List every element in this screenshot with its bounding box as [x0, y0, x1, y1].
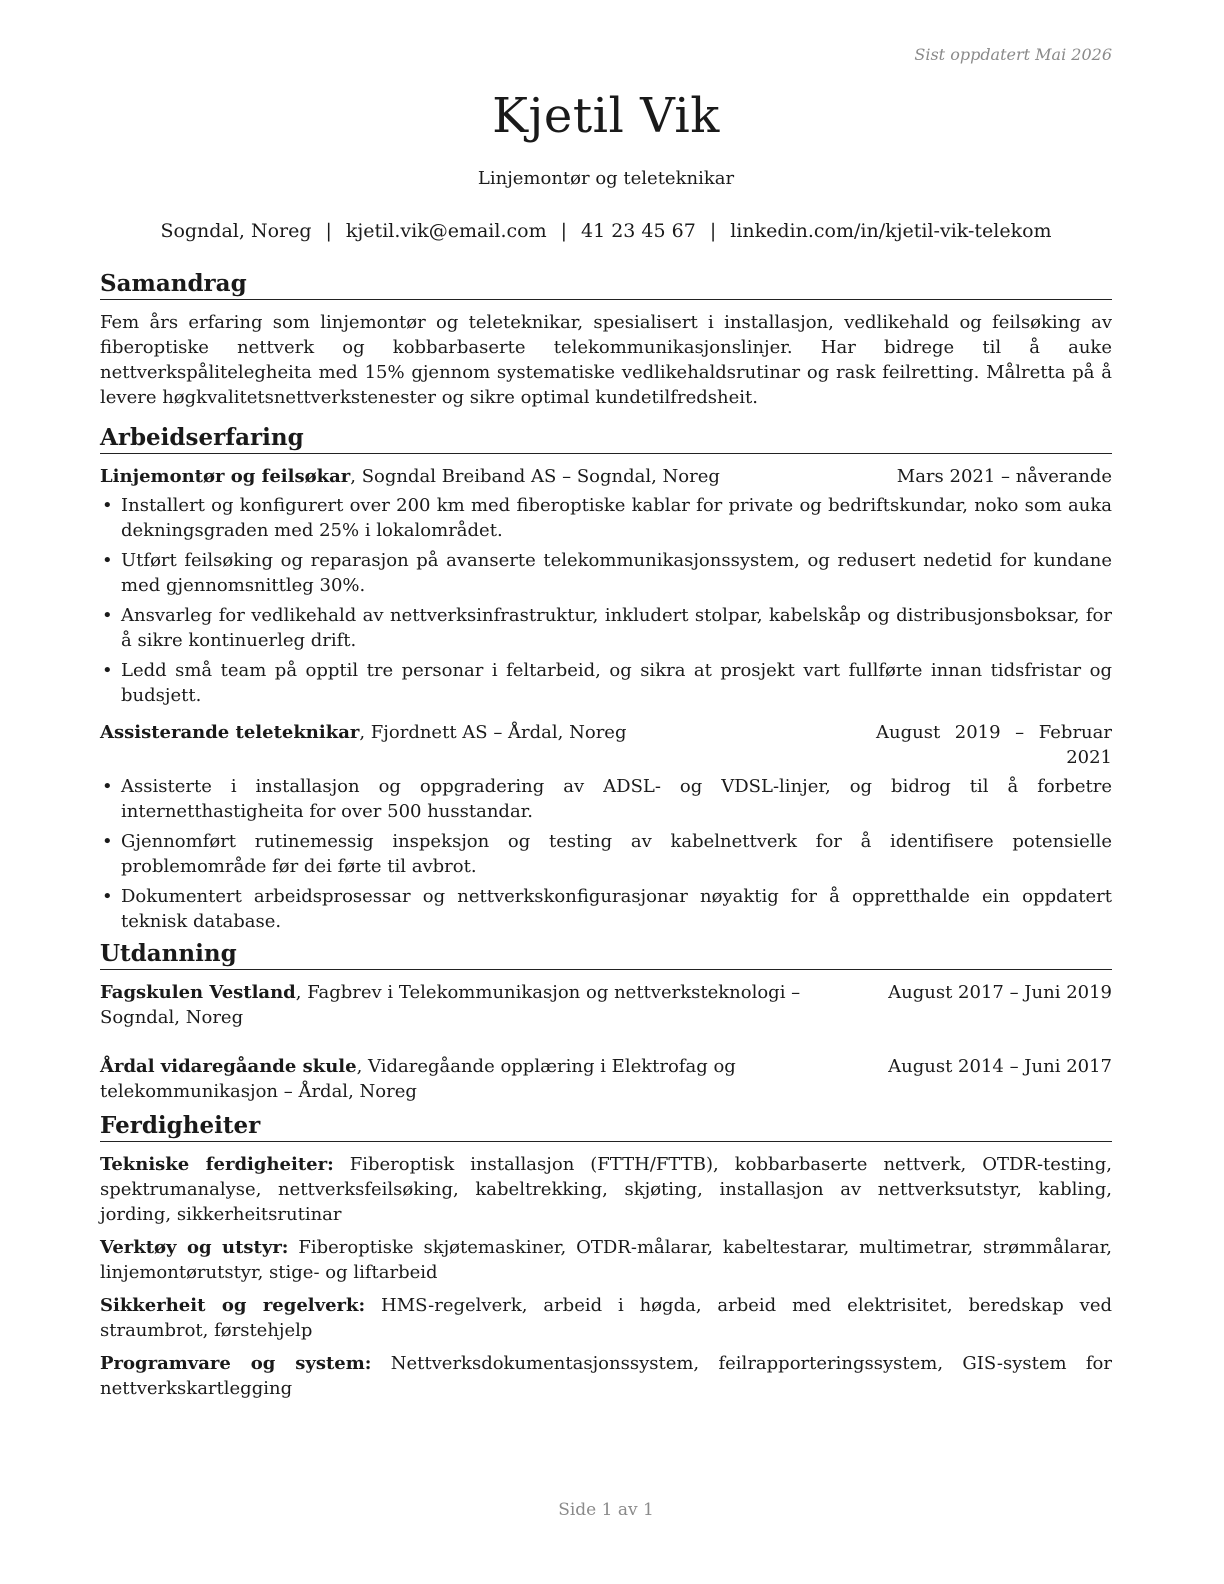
bullet-icon: • — [102, 831, 113, 852]
skill-group — [100, 1235, 1112, 1285]
contact-line — [100, 220, 1112, 242]
skill-group — [100, 1293, 1112, 1343]
section-heading: Samandrag — [100, 270, 1112, 300]
experience-section — [100, 424, 1112, 934]
bullet-icon: • — [102, 886, 113, 907]
section-heading: Ferdigheiter — [100, 1112, 1112, 1142]
person-name: Kjetil Vik — [492, 88, 720, 144]
job-dates: August 2019 – Februar 2021 — [876, 722, 1112, 768]
contact-linkedin[interactable]: linkedin.com/in/kjetil-vik-telekom — [730, 220, 1052, 242]
job-company: , Fjordnett AS – Årdal, Noreg — [359, 722, 627, 743]
summary-text: Fem års erfaring som linjemontør og teleteknikar, spesialisert i installasjon, vedlikehald og feilsøking av fiberoptiske nettverk og kobbarbaserte telekommunikasjonslinjer. Har bidrege til å auke nettverkspålitelegheita med 15% gjennom systematiske vedlikehaldsrutinar og rask feilretting. Målretta på å levere høgkvalitetsnettverkstenester og sikre optimal kundetilfredsheit. — [100, 312, 1112, 408]
list-item: • Ledd små team på opptil tre personar i feltarbeid, og sikra at prosjekt vart fullførte innan tidsfristar og budsjett. — [102, 660, 1112, 706]
list-item: • Assisterte i installasjon og oppgradering av ADSL- og VDSL-linjer, og bidrog til å forbetre internetthastigheita for over 500 husstandar. — [102, 776, 1112, 822]
list-item: • Ansvarleg for vedlikehald av nettverksinfrastruktur, inkludert stolpar, kabelskåp og distribusjonsboksar, for å sikre kontinuerleg drift. — [102, 605, 1112, 651]
education-dates: August 2014 – Juni 2017 — [888, 1056, 1112, 1077]
job-header — [100, 720, 1112, 770]
section-heading: Utdanning — [100, 940, 1112, 970]
contact-separator: | — [325, 220, 332, 242]
school-detail: , Vidaregåande opplæring i Elektrofag og telekommunikasjon – Årdal, Noreg — [100, 1056, 736, 1102]
contact-email[interactable]: kjetil.vik@email.com — [345, 220, 547, 242]
skill-label: Verktøy og utstyr: — [100, 1237, 289, 1258]
school-name: Årdal vidaregåande skule — [100, 1056, 357, 1077]
job-dates: Mars 2021 – nåverande — [896, 466, 1112, 487]
education-entry — [100, 980, 1112, 1030]
section-heading: Arbeidserfaring — [100, 424, 1112, 454]
skills-section — [100, 1112, 1112, 1401]
bullet-icon: • — [102, 495, 113, 516]
job-header — [100, 464, 1112, 489]
education-dates: August 2017 – Juni 2019 — [888, 982, 1112, 1003]
contact-location: Sogndal, Noreg — [160, 220, 312, 242]
skill-text: Fiberoptiske skjøtemaskiner, OTDR-målarar, kabeltestarar, multimetrar, strømmålarar, linjemontørutstyr, stige- og liftarbeid — [100, 1237, 1113, 1283]
bullet-icon: • — [102, 660, 113, 681]
job-title: Linjemontør og teleteknikar — [477, 168, 735, 189]
list-item: • Utført feilsøking og reparasjon på avanserte telekommunikasjonssystem, og redusert nedetid for kundane med gjennomsnittleg 30%. — [102, 550, 1112, 596]
job-role: Linjemontør og feilsøkar — [100, 466, 351, 487]
list-item: • Installert og konfigurert over 200 km med fiberoptiske kablar for private og bedriftskundar, noko som auka dekningsgraden med 25% i lokalområdet. — [102, 495, 1112, 541]
resume-page — [100, 0, 1112, 1584]
skill-text: Fiberoptisk installasjon (FTTH/FTTB), kobbarbaserte nettverk, OTDR-testing, spektrumanalyse, nettverksfeilsøking, kabeltrekking, skjøting, installasjon av nettverksutstyr, kabling, jording, sikkerheitsrutinar — [100, 1154, 1112, 1225]
list-item: • Dokumentert arbeidsprosessar og nettverkskonfigurasjonar nøyaktig for å oppretthalde ein oppdatert teknisk database. — [102, 886, 1112, 932]
skill-label: Tekniske ferdigheiter: — [100, 1154, 334, 1175]
education-section — [100, 940, 1112, 1104]
job-entry — [100, 464, 1112, 708]
skill-label: Programvare og system: — [100, 1353, 372, 1374]
contact-phone: 41 23 45 67 — [581, 220, 696, 242]
skill-group — [100, 1152, 1112, 1227]
last-updated: Sist oppdatert Mai 2026 — [914, 45, 1112, 64]
contact-separator: | — [709, 220, 717, 242]
education-entry — [100, 1054, 1112, 1104]
skill-label: Sikkerheit og regelverk: — [100, 1295, 366, 1316]
contact-separator: | — [560, 220, 567, 242]
job-role: Assisterande teleteknikar — [100, 722, 360, 743]
school-name: Fagskulen Vestland — [100, 982, 296, 1003]
list-item: • Gjennomført rutinemessig inspeksjon og testing av kabelnettverk for å identifisere potensielle problemområde før dei førte til avbrot. — [102, 831, 1112, 877]
job-bullets — [100, 493, 1112, 708]
job-entry — [100, 720, 1112, 934]
summary-section — [100, 270, 1112, 410]
skill-group — [100, 1351, 1112, 1401]
skill-text: Nettverksdokumentasjonssystem, feilrapporteringssystem, GIS-system for nettverkskartlegging — [100, 1353, 1113, 1399]
page-number: Side 1 av 1 — [558, 1500, 654, 1520]
bullet-icon: • — [102, 605, 113, 626]
job-company: , Sogndal Breiband AS – Sogndal, Noreg — [350, 466, 720, 487]
bullet-icon: • — [102, 550, 113, 571]
resume-body — [100, 270, 1112, 1409]
school-detail: , Fagbrev i Telekommunikasjon og nettverksteknologi – Sogndal, Noreg — [100, 982, 801, 1028]
skill-text: HMS-regelverk, arbeid i høgda, arbeid med elektrisitet, beredskap ved straumbrot, førstehjelp — [100, 1295, 1113, 1341]
job-bullets — [100, 774, 1112, 934]
bullet-icon: • — [102, 776, 113, 797]
